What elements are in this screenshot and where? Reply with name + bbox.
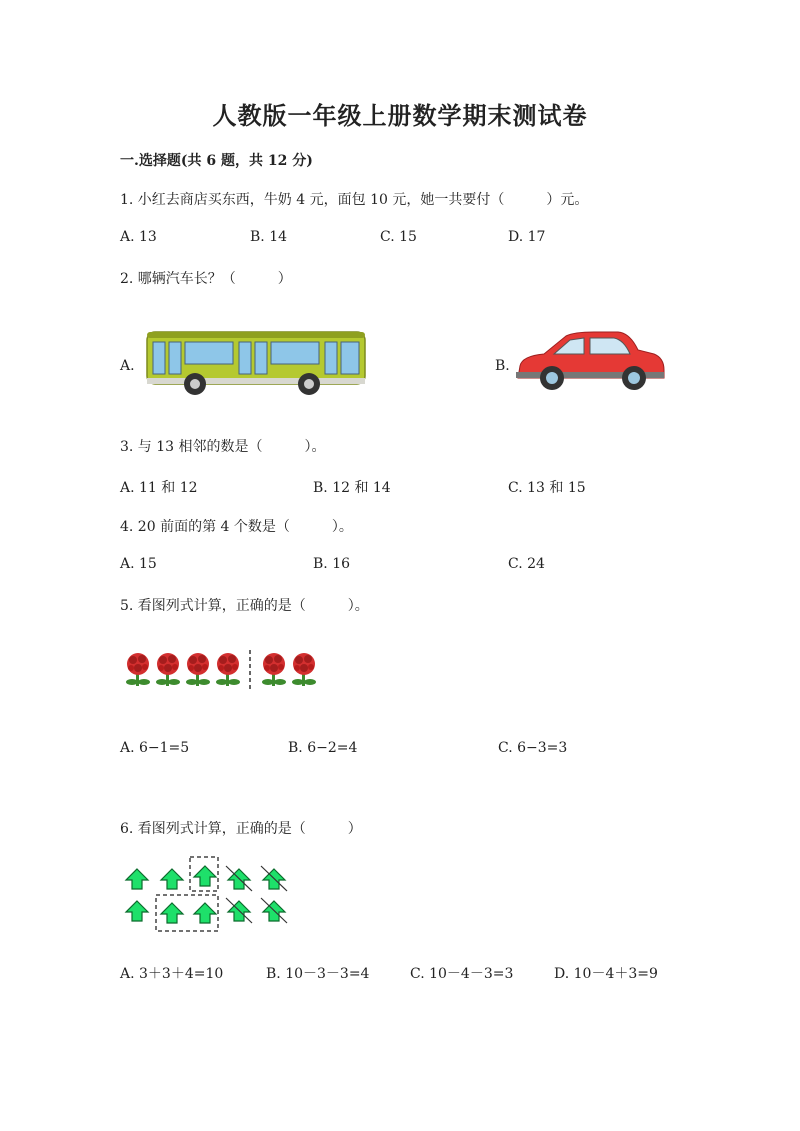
q1-option-a[interactable]: A. 13	[120, 229, 157, 245]
q1-option-c[interactable]: C. 15	[380, 229, 417, 245]
question-4: 4. 20 前面的第 4 个数是（ ）。	[120, 519, 353, 535]
q3-option-c[interactable]: C. 13 和 15	[508, 480, 586, 496]
q6-option-b[interactable]: B. 10－3－3=4	[266, 966, 370, 982]
section-heading: 一.选择题(共 6 题，共 12 分)	[120, 153, 313, 169]
question-6: 6. 看图列式计算，正确的是（ ）	[120, 821, 362, 837]
q5-option-b[interactable]: B. 6−2=4	[288, 740, 358, 756]
q6-option-c[interactable]: C. 10－4－3=3	[410, 966, 514, 982]
q4-option-c[interactable]: C. 24	[508, 556, 545, 572]
q3-option-b[interactable]: B. 12 和 14	[313, 480, 391, 496]
car-image	[514, 330, 666, 394]
q1-option-d[interactable]: D. 17	[508, 229, 546, 245]
q1-option-b[interactable]: B. 14	[250, 229, 288, 245]
q5-option-c[interactable]: C. 6−3=3	[498, 740, 568, 756]
question-2: 2. 哪辆汽车长？（ ）	[120, 271, 292, 287]
arrows-image	[120, 855, 298, 937]
q6-option-a[interactable]: A. 3＋3＋4=10	[120, 966, 224, 982]
question-5: 5. 看图列式计算，正确的是（ ）。	[120, 598, 369, 614]
q4-option-a[interactable]: A. 15	[120, 556, 157, 572]
q2-option-b[interactable]: B.	[495, 358, 510, 374]
bus-image	[143, 328, 371, 398]
q2-option-a[interactable]: A.	[120, 358, 135, 374]
q5-option-a[interactable]: A. 6−1=5	[120, 740, 190, 756]
question-1: 1. 小红去商店买东西，牛奶 4 元，面包 10 元，她一共要付（ ）元。	[120, 192, 589, 208]
q3-option-a[interactable]: A. 11 和 12	[120, 480, 198, 496]
q4-option-b[interactable]: B. 16	[313, 556, 351, 572]
flowers-image	[122, 648, 322, 692]
page-title: 人教版一年级上册数学期末测试卷	[212, 101, 588, 130]
question-3: 3. 与 13 相邻的数是（ ）。	[120, 439, 326, 455]
q6-option-d[interactable]: D. 10－4＋3=9	[554, 966, 658, 982]
